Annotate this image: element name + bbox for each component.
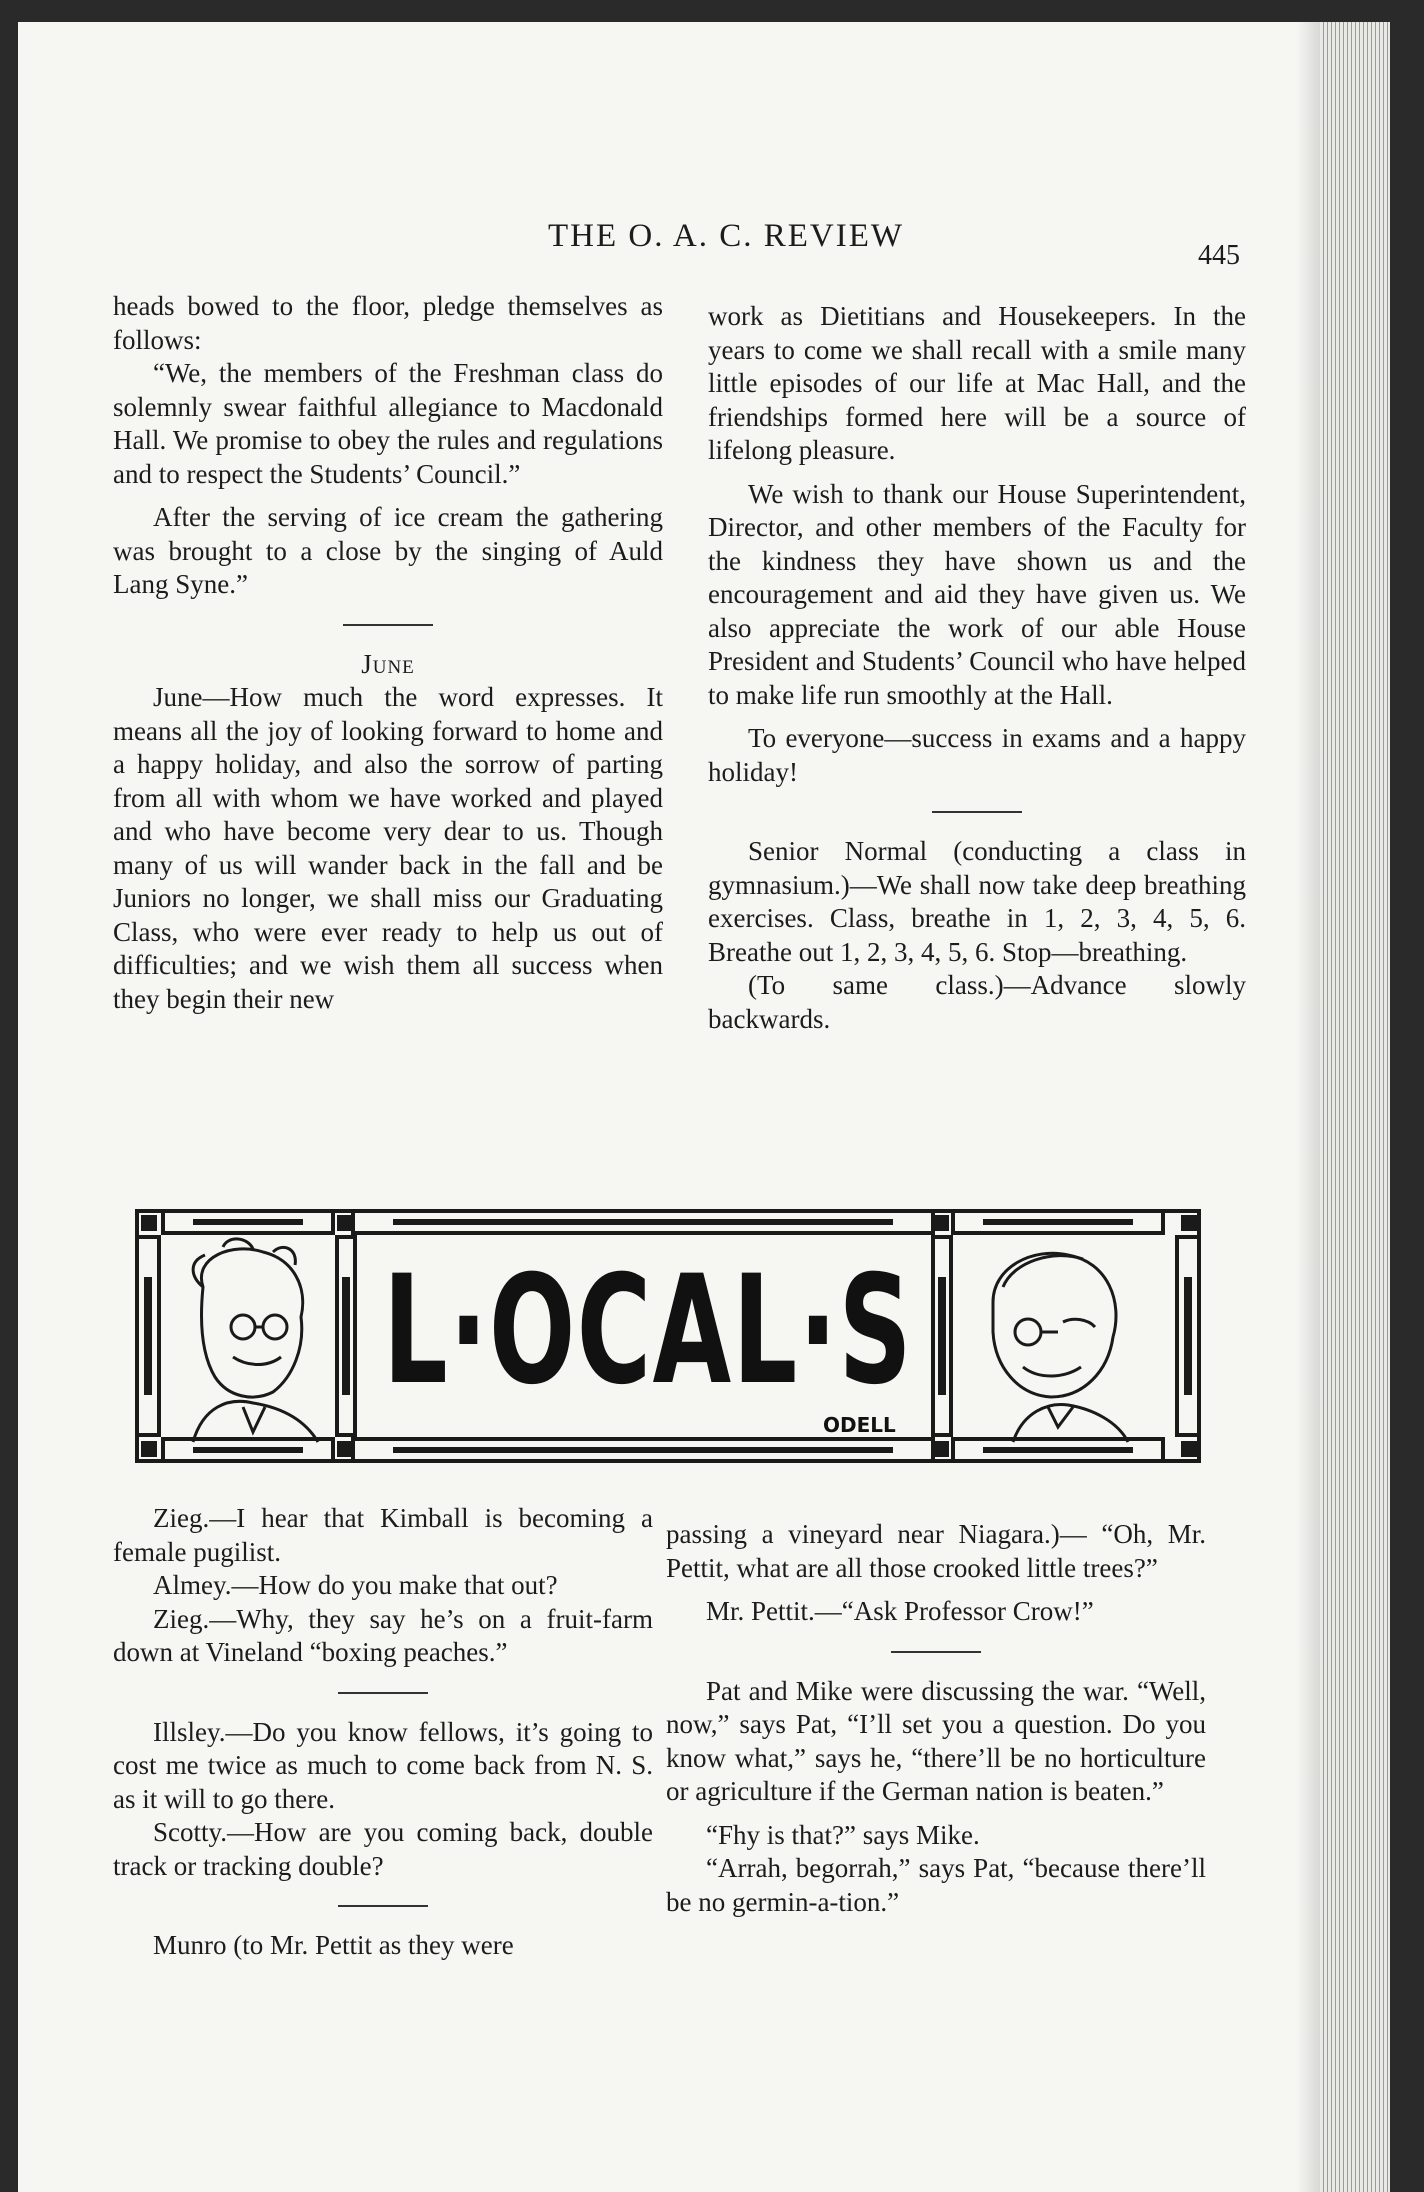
paragraph: Pat and Mike were discussing the war. “Well, now,” says Pat, “I’ll set you a question. Do you know what,” says he, “there’ll be no horticulture or agriculture if the German nation is beaten.” bbox=[666, 1675, 1206, 1806]
paragraph: work as Dietitians and Housekeepers. In the years to come we shall recall with a smile many little episodes of our life at Mac Hall, and the friendships formed here will be a source of lifelong pleasure. bbox=[708, 301, 1246, 465]
top-left-column bbox=[113, 290, 663, 1016]
running-header: THE O. A. C. REVIEW bbox=[548, 218, 905, 254]
banner-title: L·OCAL·S bbox=[383, 1244, 913, 1418]
paragraph: Zieg.—I hear that Kimball is becoming a female pugilist. bbox=[113, 1503, 653, 1567]
paragraph: passing a vineyard near Niagara.)— “Oh, Mr. Pettit, what are all those crooked little trees?” bbox=[666, 1519, 1206, 1583]
caricature-right bbox=[993, 1253, 1128, 1442]
section-divider bbox=[338, 1905, 428, 1907]
section-divider bbox=[343, 624, 433, 626]
section-heading: June bbox=[361, 648, 415, 679]
book-edge bbox=[1320, 22, 1390, 2192]
paragraph: Zieg.—Why, they say he’s on a fruit-farm down at Vineland “boxing peaches.” bbox=[113, 1603, 653, 1667]
paragraph: “Fhy is that?” says Mike. bbox=[706, 1819, 980, 1850]
section-divider bbox=[338, 1692, 428, 1694]
page bbox=[18, 22, 1390, 2192]
banner-signature: ODELL bbox=[823, 1413, 896, 1437]
page-number: 445 bbox=[1198, 240, 1240, 271]
section-divider bbox=[932, 811, 1022, 813]
paragraph: June—How much the word expresses. It means all the joy of looking forward to home and a happy holiday, and also the sorrow of parting from all with whom we have worked and played and who have become very dear to us. Though many of us will wander back in the fall and be Juniors no longer, we shall miss our Graduating Class, who were ever ready to help us out of difficulties; and we wish them all success when they begin their new bbox=[113, 682, 663, 1014]
page-gutter-shadow bbox=[1296, 22, 1320, 2192]
paragraph: Senior Normal (conducting a class in gymnasium.)—We shall now take deep breathing exercises. Class, breathe in 1, 2, 3, 4, 5, 6. Breathe out 1, 2, 3, 4, 5, 6. Stop—breathing. bbox=[708, 836, 1246, 967]
caricature-left bbox=[193, 1239, 318, 1442]
paragraph: To everyone—success in exams and a happy holiday! bbox=[708, 723, 1246, 787]
paragraph: Scotty.—How are you coming back, double track or tracking double? bbox=[113, 1817, 653, 1881]
paragraph: Almey.—How do you make that out? bbox=[153, 1570, 558, 1600]
paragraph: heads bowed to the floor, pledge themselves as follows: bbox=[113, 291, 663, 355]
paragraph: Mr. Pettit.—“Ask Professor Crow!” bbox=[706, 1596, 1094, 1626]
top-right-column bbox=[708, 300, 1246, 1036]
bottom-left-column bbox=[113, 1502, 653, 1963]
section-divider bbox=[891, 1651, 981, 1653]
paragraph: (To same class.)—Advance slowly backwards. bbox=[708, 970, 1246, 1034]
paragraph: Illsley.—Do you know fellows, it’s going to cost me twice as much to come back from N. S. as it will to go there. bbox=[113, 1716, 653, 1814]
paragraph: Munro (to Mr. Pettit as they were bbox=[153, 1930, 514, 1960]
bottom-right-column bbox=[666, 1518, 1206, 1919]
paragraph: We wish to thank our House Superintendent, Director, and other members of the Faculty for the kindness they have shown us and the encouragement and aid they have given us. We also appreciate the work of our able House President and Students’ Council who have helped to make life run smoothly at the Hall. bbox=[708, 478, 1246, 710]
paragraph: “Arrah, begorrah,” says Pat, “because there’ll be no germin-a-tion.” bbox=[666, 1853, 1206, 1917]
locals-banner bbox=[133, 1207, 1203, 1465]
paragraph: After the serving of ice cream the gathering was brought to a close by the singing of Auld Lang Syne.” bbox=[113, 502, 663, 599]
paragraph: “We, the members of the Freshman class do solemnly swear faithful allegiance to Macdonald Hall. We promise to obey the rules and regulations and to respect the Students’ Council.” bbox=[113, 358, 663, 489]
